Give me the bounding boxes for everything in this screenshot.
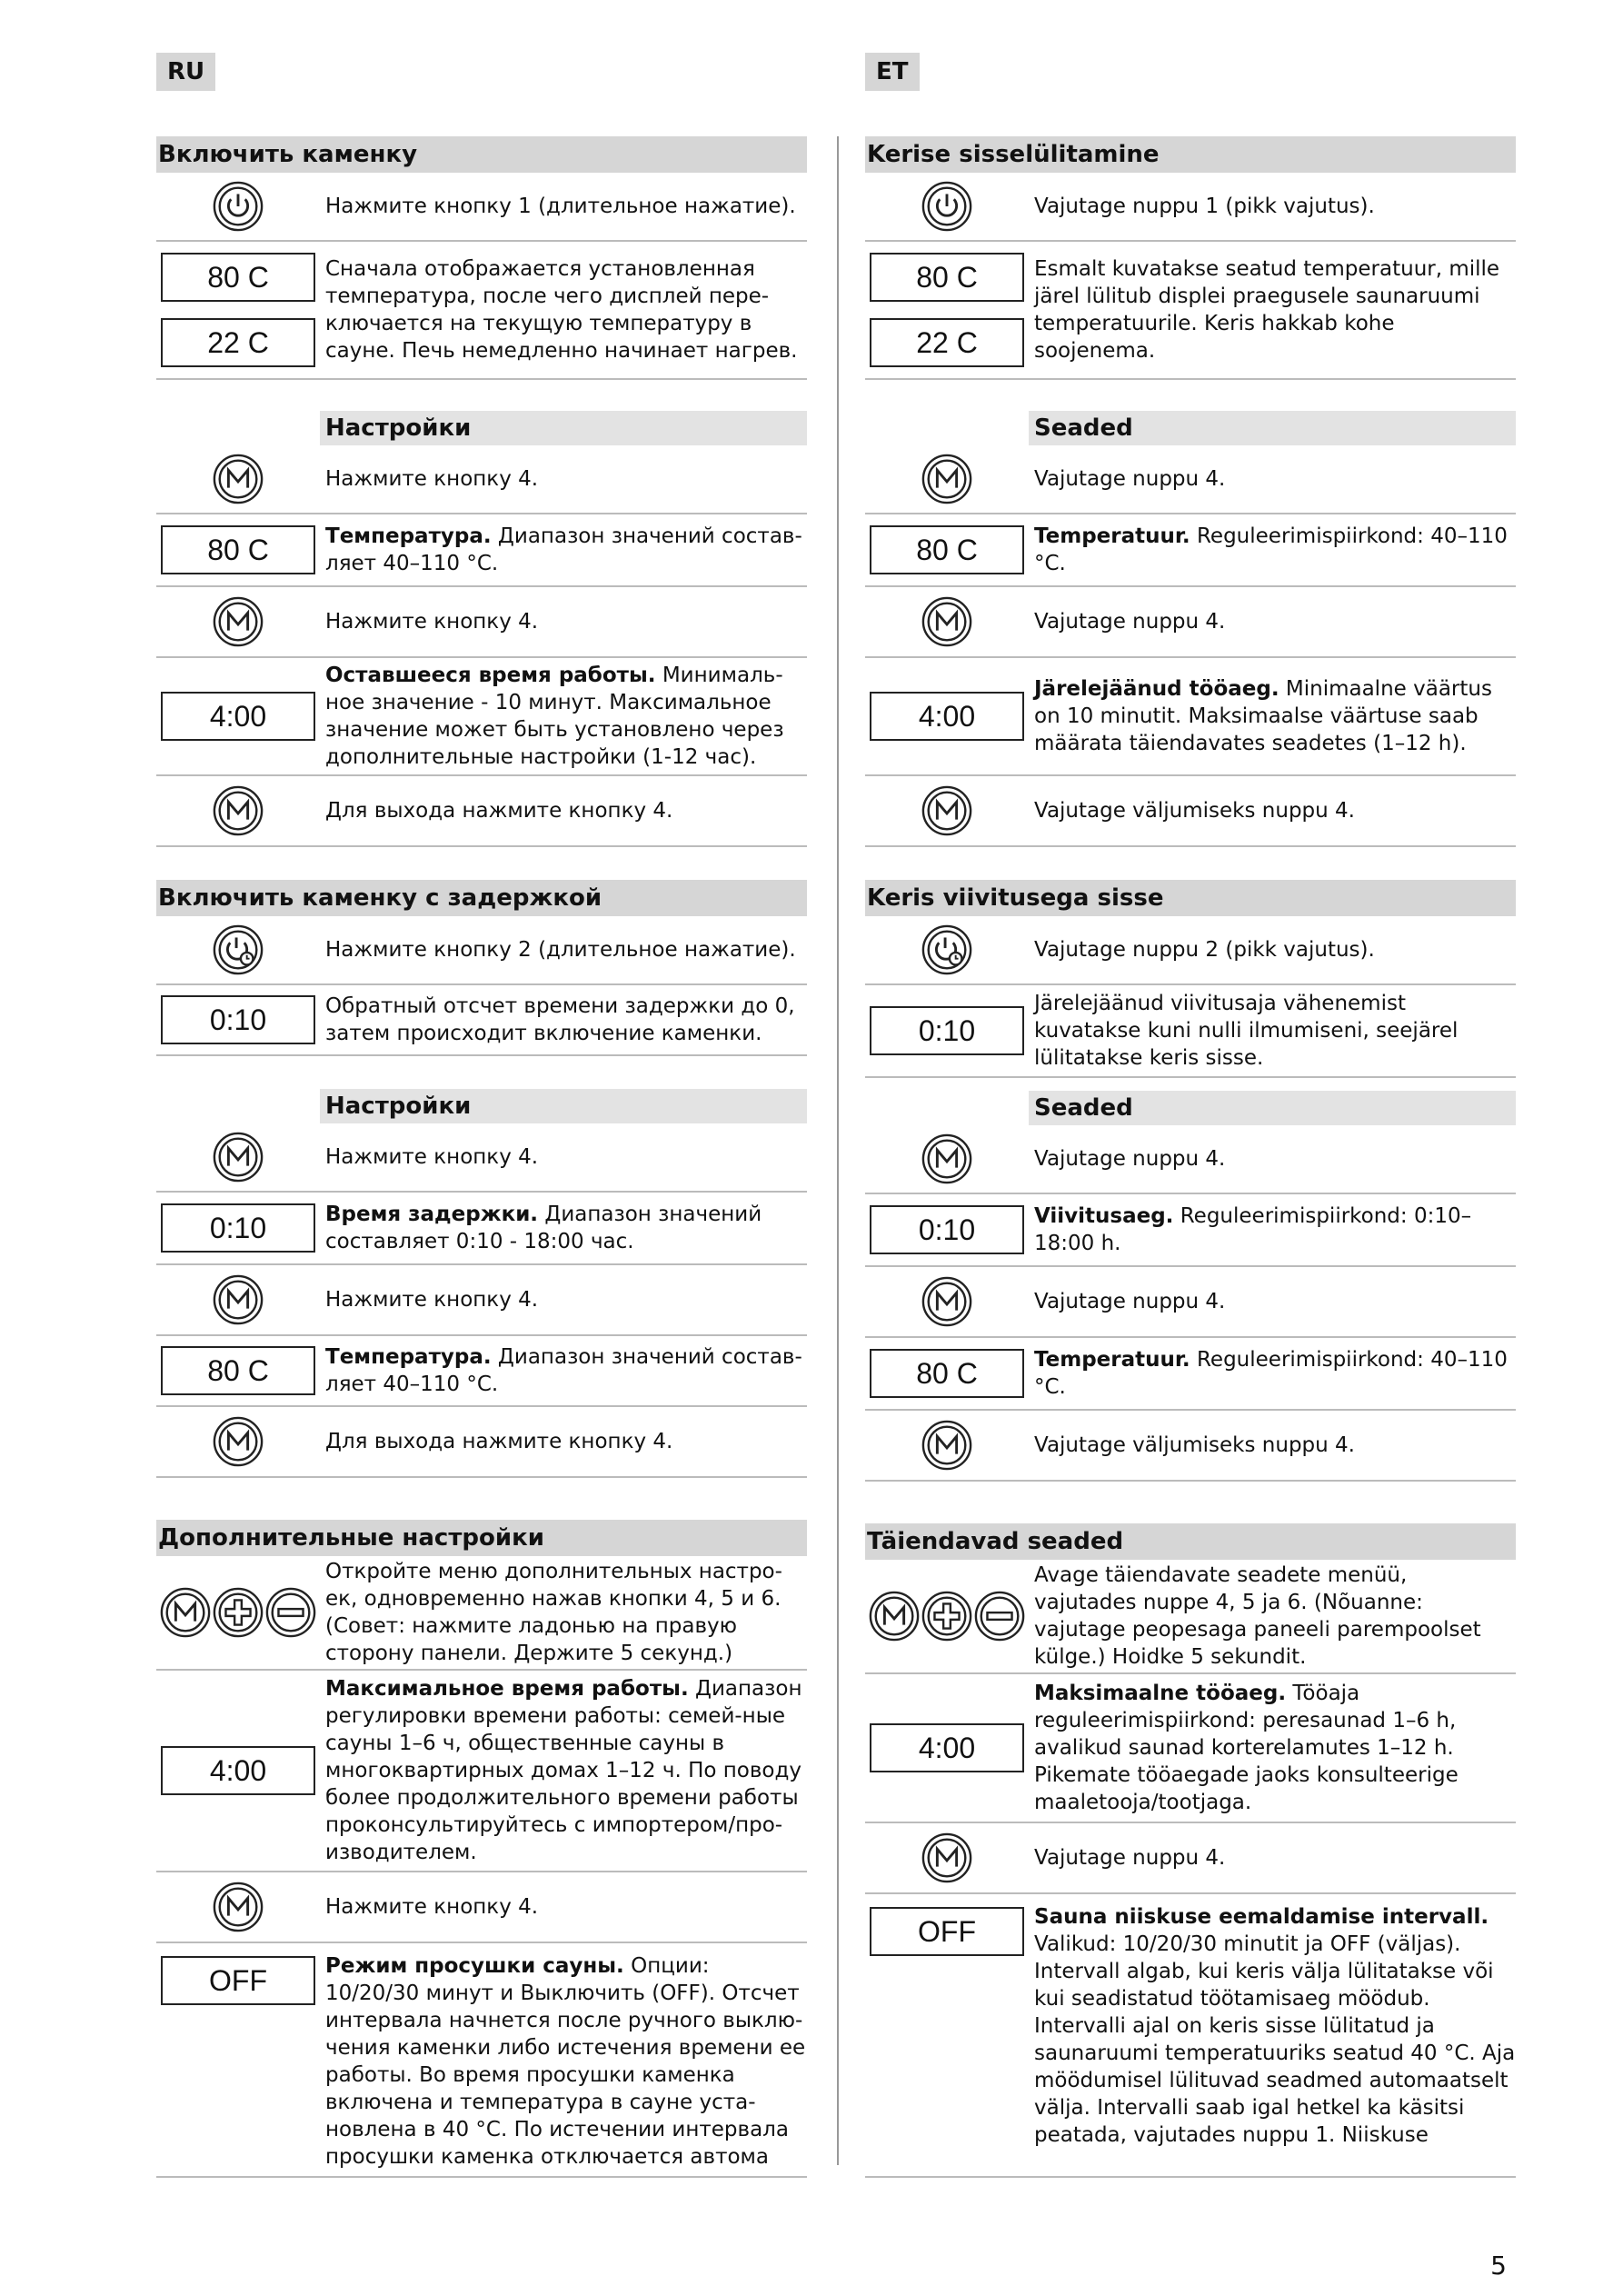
step-text: Vajutage nuppu 4. [1034,610,1226,634]
display-delay: 0:10 [870,1205,1024,1254]
step-row [865,173,1516,242]
step-text: Temperatuur. Reguleerimispiirkond: 40–110 °C. [1034,524,1508,575]
step-row [156,1943,807,2178]
m-button-icon [212,1415,264,1468]
step-row [156,1265,807,1336]
display-remaining-time: 4:00 [870,692,1024,741]
m-button-icon [212,1273,264,1326]
display-temp: 80 C [870,525,1024,574]
display-current-temp: 22 C [870,318,1024,367]
step-text: Обратный отсчет времени задержки до 0, затем происходит включение каменки. [325,994,795,1045]
step-row [865,514,1516,587]
step-row [865,1125,1516,1194]
subsection-title: Seaded [1029,1091,1516,1125]
subsection-title: Seaded [1029,411,1516,445]
step-row [156,1193,807,1265]
section-heater-on-et [865,136,1516,847]
step-text: Режим просушки сауны. Опции: 10/20/30 минут и Выключить (OFF). Отсчет интервала начнется после ручного выклю-чения каменки либо истечения времени ее работы. Во время просушки каменка включена и температура в сауне уста-новлена в 40 °C. По истечении интервала просушки каменка отключается автома [325,1954,806,2169]
step-text: Järelejäänud viivitusaja vähenemist kuvatakse kuni nulli ilmumiseni, seejärel lülitatakse keris sisse. [1034,992,1459,1070]
step-text: Vajutage nuppu 4. [1034,1290,1226,1313]
step-row [865,445,1516,514]
step-text: Нажмите кнопку 4. [325,1288,539,1312]
step-text: Оставшееся время работы. Минималь-ное значение - 10 минут. Максимальное значение может быть установлено через дополнительные настройки (1-12 час). [325,664,784,769]
step-text: Для выхода нажмите кнопку 4. [325,1430,673,1453]
step-row [865,1194,1516,1267]
section-heater-on-ru [156,136,807,847]
m-button-icon [921,1275,973,1328]
step-row [865,1823,1516,1894]
step-row [865,1267,1516,1338]
delay-button-icon [212,923,264,976]
step-text: Нажмите кнопку 4. [325,467,539,491]
step-row [865,916,1516,985]
step-row [865,1894,1516,2178]
step-row [156,776,807,847]
m-button-icon [212,595,264,648]
section-title: Включить каменку [156,136,807,173]
section-title: Дополнительные настройки [156,1520,807,1556]
lang-label-ru: RU [156,53,215,91]
display-delay: 0:10 [161,995,315,1044]
step-row [865,1560,1516,1674]
page-number: 5 [1490,2251,1507,2281]
step-row [156,514,807,587]
m-button-icon [212,1881,264,1933]
step-text: Нажмите кнопку 4. [325,610,539,634]
step-row [156,985,807,1056]
step-row [156,1123,807,1193]
display-set-temp: 80 C [161,253,315,302]
step-text: Vajutage nuppu 4. [1034,467,1226,491]
step-row [865,776,1516,847]
m-button-icon [921,1419,973,1472]
step-text: Esmalt kuvatakse seatud temperatuur, mille järel lülitub displei praegusele saunaruumi temperatuurile. Keris hakkab kohe soojenema. [1034,257,1500,363]
section-delayed-start-et [865,880,1516,1482]
display-temp: 80 C [161,525,315,574]
step-row [156,1336,807,1407]
display-off: OFF [870,1907,1024,1956]
section-title: Включить каменку с задержкой [156,880,807,916]
step-text: Vajutage väljumiseks nuppu 4. [1034,1433,1355,1457]
m-button-icon [212,453,264,505]
power-button-icon [921,180,973,233]
step-text: Температура. Диапазон значений состав-ляет 40–110 °C. [325,1345,802,1396]
step-text: Для выхода нажмите кнопку 4. [325,799,673,823]
display-max-time: 4:00 [870,1723,1024,1772]
display-remaining-time: 4:00 [161,692,315,741]
section-advanced-settings-et [865,1523,1516,2178]
step-text: Откройте меню дополнительных настро-ек, одновременно нажав кнопки 4, 5 и 6. (Совет: нажмите ладонью на правую сторону панели. Держите 5 секунд.) [325,1560,782,1665]
column-divider [837,136,839,2165]
step-row [156,1407,807,1478]
power-button-icon [212,180,264,233]
m-button-icon [921,1832,973,1884]
m-button-icon [212,784,264,837]
step-text: Vajutage nuppu 2 (pikk vajutus). [1034,938,1375,962]
m-button-icon [212,1131,264,1183]
step-text: Järelejäänud tööaeg. Minimaalne väärtus on 10 minutit. Maksimaalse väärtuse saab määrata täiendavates seadetes (1–12 h). [1034,677,1492,755]
section-title: Kerise sisselülitamine [865,136,1516,173]
lang-label-et: ET [865,53,920,91]
step-row [156,587,807,658]
step-row [865,242,1516,380]
m-button-icon [921,784,973,837]
step-text: Vajutage väljumiseks nuppu 4. [1034,799,1355,823]
step-row [156,173,807,242]
m-button-icon [921,453,973,505]
step-text: Maksimaalne tööaeg. Tööaja reguleerimispiirkond: peresaunad 1–6 h, avalikud saunad korterelamutes 1–12 h. Pikemate tööaegade jaoks konsulteerige maaletooja/tootjaga. [1034,1682,1459,1814]
step-row [156,1671,807,1872]
step-row [156,658,807,776]
step-row [156,916,807,985]
minus-button-icon [973,1590,1026,1642]
step-text: Нажмите кнопку 4. [325,1895,539,1919]
step-text: Температура. Диапазон значений состав-ляет 40–110 °C. [325,524,802,575]
step-row [865,1338,1516,1411]
step-row [865,1674,1516,1823]
display-temp: 80 C [161,1346,315,1395]
m-button-icon [159,1586,212,1639]
step-text: Время задержки. Диапазон значений составляет 0:10 - 18:00 час. [325,1203,762,1253]
display-off: OFF [161,1956,315,2005]
step-row [156,242,807,380]
minus-button-icon [264,1586,317,1639]
section-title: Keris viivitusega sisse [865,880,1516,916]
step-text: Нажмите кнопку 1 (длительное нажатие). [325,195,796,218]
display-delay: 0:10 [870,1006,1024,1055]
step-row [156,1872,807,1943]
section-delayed-start-ru [156,880,807,1478]
plus-button-icon [212,1586,264,1639]
step-text: Vajutage nuppu 4. [1034,1147,1226,1171]
step-text: Avage täiendavate seadete menüü, vajutades nuppe 4, 5 ja 6. (Nõuanne: vajutage peopesaga paneeli parempoolset külge.) Hoidke 5 sekundit. [1034,1563,1481,1669]
step-text: Сначала отображается установленная температура, после чего дисплей пере-ключается на текущую температуру в сауне. Печь немедленно начинает нагрев. [325,257,798,363]
m-button-icon [921,1133,973,1185]
delay-button-icon [921,923,973,976]
section-advanced-settings-ru [156,1520,807,2178]
display-temp: 80 C [870,1349,1024,1398]
step-text: Viivitusaeg. Reguleerimispiirkond: 0:10–18:00 h. [1034,1204,1472,1255]
step-text: Максимальное время работы. Диапазон регулировки времени работы: семей-ные сауны 1–6 ч, общественные сауны в многоквартирных домах 1–12 ч. По поводу более продолжительного времени работы проконсультируйтесь с импортером/про-изводителем. [325,1677,802,1864]
step-text: Vajutage nuppu 1 (pikk vajutus). [1034,195,1375,218]
plus-button-icon [921,1590,973,1642]
step-text: Vajutage nuppu 4. [1034,1846,1226,1870]
display-current-temp: 22 C [161,318,315,367]
step-text: Нажмите кнопку 4. [325,1145,539,1169]
subsection-title: Настройки [320,1089,807,1123]
section-title: Täiendavad seaded [865,1523,1516,1560]
step-row [156,445,807,514]
step-row [865,658,1516,776]
display-set-temp: 80 C [870,253,1024,302]
step-row [156,1556,807,1671]
display-delay: 0:10 [161,1203,315,1253]
step-row [865,587,1516,658]
step-text: Temperatuur. Reguleerimispiirkond: 40–110 °C. [1034,1348,1508,1399]
step-text: Sauna niiskuse eemaldamise intervall. Valikud: 10/20/30 minutit ja OFF (väljas). Intervall algab, kui keris välja lülitatakse või kui seadistatud töötamisaeg möödub. Intervalli ajal on keris sisse lülitatud ja saunaruumi temperatuuriks seatud 40 °C. Aja möödumisel lülituvad seadmed automaatselt välja. Intervalli saab igal hetkel ka käsitsi peatada, vajutades nuppu 1. Niiskuse [1034,1905,1516,2147]
m-button-icon [921,595,973,648]
display-max-time: 4:00 [161,1746,315,1795]
subsection-title: Настройки [320,411,807,445]
step-row [865,985,1516,1078]
m-button-icon [868,1590,921,1642]
step-text: Нажмите кнопку 2 (длительное нажатие). [325,938,796,962]
step-row [865,1411,1516,1482]
